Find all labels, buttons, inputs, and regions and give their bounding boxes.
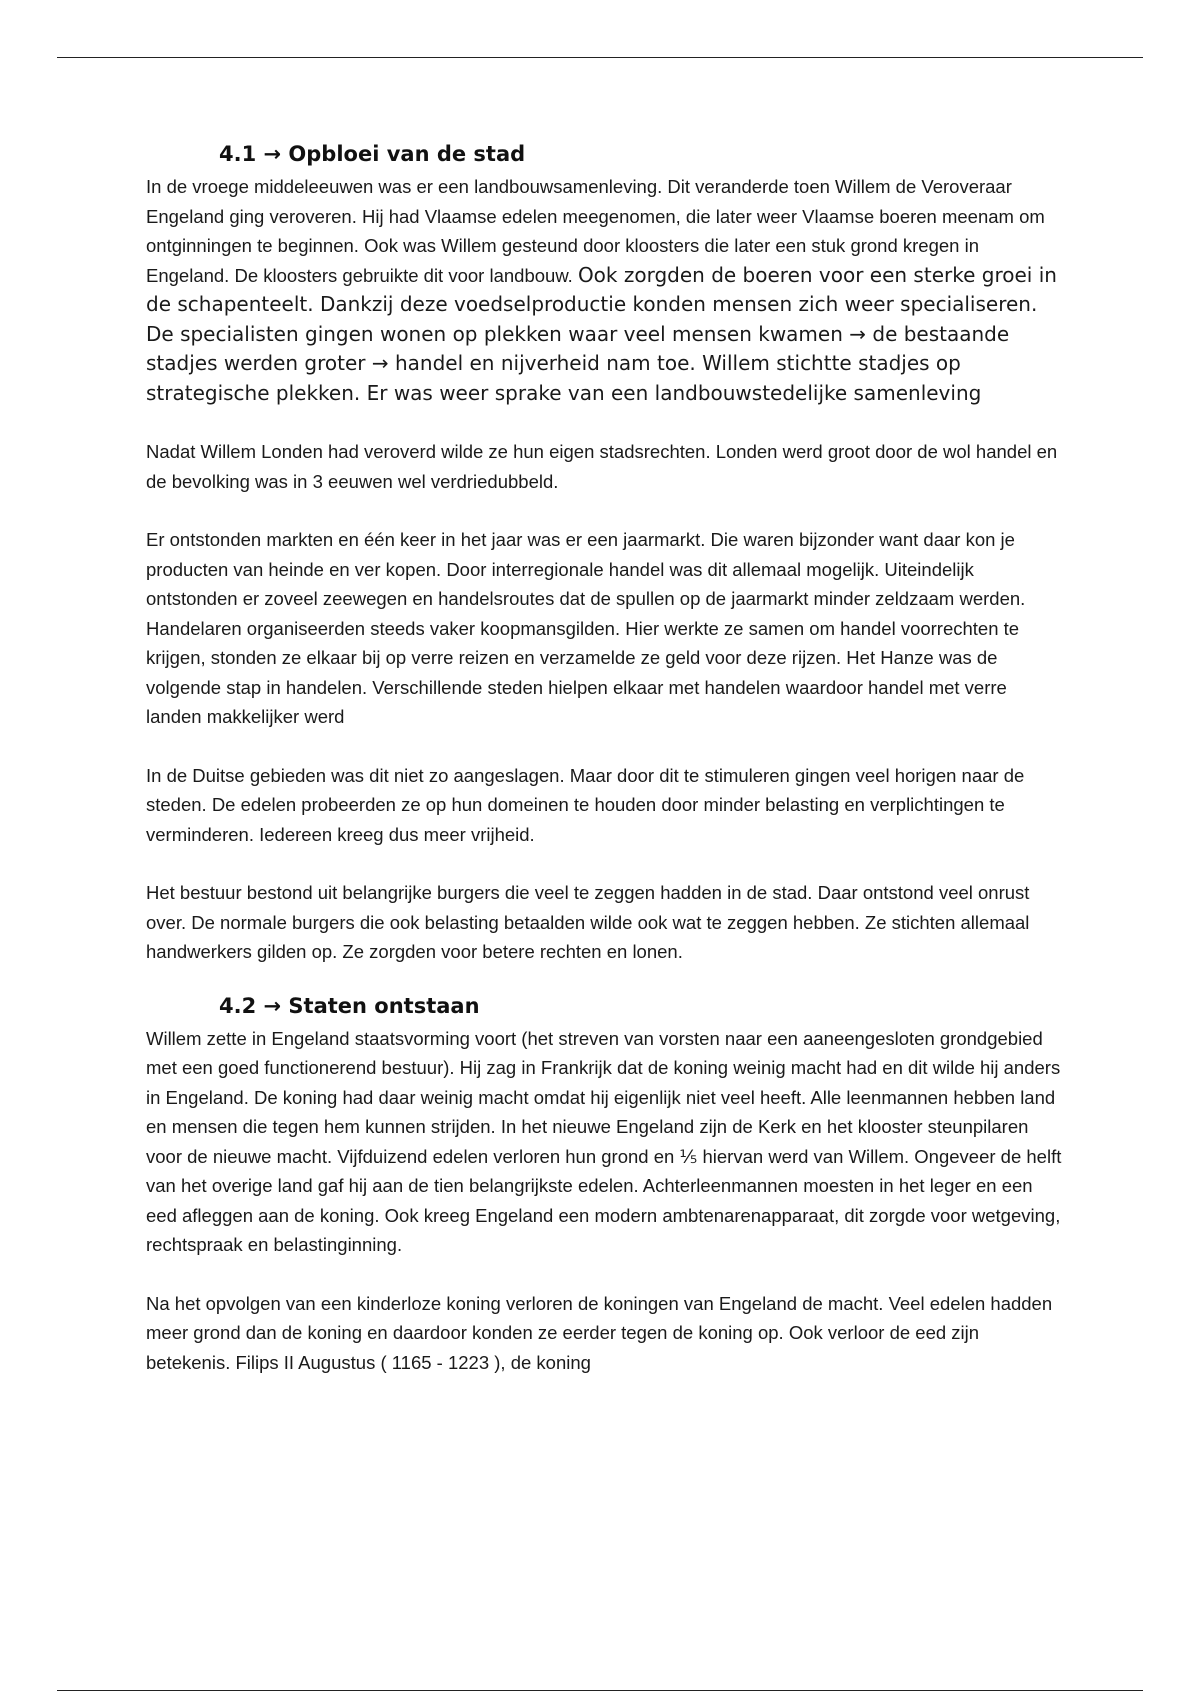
paragraph-intro xyxy=(146,172,1066,408)
section-heading-4-2: 4.2 → Staten ontstaan xyxy=(219,993,480,1018)
paragraph-kinderloze-koning: Na het opvolgen van een kinderloze koning verloren de koningen van Engeland de macht. Veel edelen hadden meer grond dan de koning en daardoor konden ze eerder tegen de koning op. Ook verloor de eed zijn betekenis. Filips II Augustus ( 1165 - 1223 ), de koning xyxy=(146,1292,1053,1373)
paragraph-duitse-gebieden: In de Duitse gebieden was dit niet zo aangeslagen. Maar door dit te stimuleren gingen veel horigen naar de steden. De edelen probeerden ze op hun domeinen te houden door minder belasting en verplichtingen te verminderen. Iedereen kreeg dus meer vrijheid. xyxy=(146,764,1025,845)
paragraph-londen: Nadat Willem Londen had veroverd wilde ze hun eigen stadsrechten. Londen werd groot door de wol handel en de bevolking was in 3 eeuwen wel verdriedubbeld. xyxy=(146,441,1058,492)
document-body xyxy=(146,140,1066,1406)
paragraph-intro-part1: In de vroege middeleeuwen was er een landbouwsamenleving. Dit veranderde toen Willem de Veroveraar Engeland ging veroveren. Hij had Vlaamse edelen meegenomen, die later weer Vlaamse boeren meenam om ontginningen te beginnen. Ook was Willem gesteund door kloosters die later een stuk grond kregen in Engeland. De kloosters gebruikte dit voor landbouw. xyxy=(146,176,1045,286)
paragraph-intro-part2: Ook zorgden de boeren voor een sterke groei in de schapenteelt. Dankzij deze voedselproductie konden mensen zich weer specialiseren. De specialisten gingen wonen op plekken waar veel mensen kwamen → de bestaande stadjes werden groter → handel en nijverheid nam toe. Willem stichtte stadjes op strategische plekken. Er was weer sprake van een landbouwstedelijke samenleving xyxy=(146,262,1057,405)
bottom-rule xyxy=(57,1690,1143,1691)
paragraph-bestuur: Het bestuur bestond uit belangrijke burgers die veel te zeggen hadden in de stad. Daar ontstond veel onrust over. De normale burgers die ook belasting betaalden wilde ook wat te zeggen hebben. Ze stichten allemaal handwerkers gilden op. Ze zorgden voor betere rechten en lonen. xyxy=(146,882,1030,962)
paragraph-staatsvorming: Willem zette in Engeland staatsvorming voort (het streven van vorsten naar een aaneengesloten grondgebied met een goed functionerend bestuur). Hij zag in Frankrijk dat de koning weinig macht had en dit wilde hij anders in Engeland. De koning had daar weinig macht omdat hij eigenlijk niet veel heeft. Alle leenmannen hebben land en mensen die tegen hem kunnen strijden. In het nieuwe Engeland zijn de Kerk en het klooster steunpilaren voor de nieuwe macht. Vijfduizend edelen verloren hun grond en ⅕ hiervan werd van Willem. Ongeveer de helft van het overige land gaf hij aan de tien belangrijkste edelen. Achterleenmannen moesten in het leger en een eed afleggen aan de koning. Ook kreeg Engeland een modern ambtenarenapparaat, dit zorgde voor wetgeving, rechtspraak en belastinginning. xyxy=(146,1027,1062,1255)
section-heading-4-1: 4.1 → Opbloei van de stad xyxy=(219,142,526,166)
paragraph-markten: Er ontstonden markten en één keer in het jaar was er een jaarmarkt. Die waren bijzonder want daar kon je producten van heinde en ver kopen. Door interregionale handel was dit allemaal mogelijk. Uiteindelijk ontstonden er zoveel zeewegen en handelsroutes dat de spullen op de jaarmarkt minder zeldzaam werden. Handelaren organiseerden steeds vaker koopmansgilden. Hier werkte ze samen om handel voorrechten te krijgen, stonden ze elkaar bij op verre reizen en verzamelde ze geld voor deze rijzen. Het Hanze was de volgende stap in handelen. Verschillende steden hielpen elkaar met handelen waardoor handel met verre landen makkelijker werd xyxy=(146,529,1026,727)
top-rule xyxy=(57,57,1143,58)
